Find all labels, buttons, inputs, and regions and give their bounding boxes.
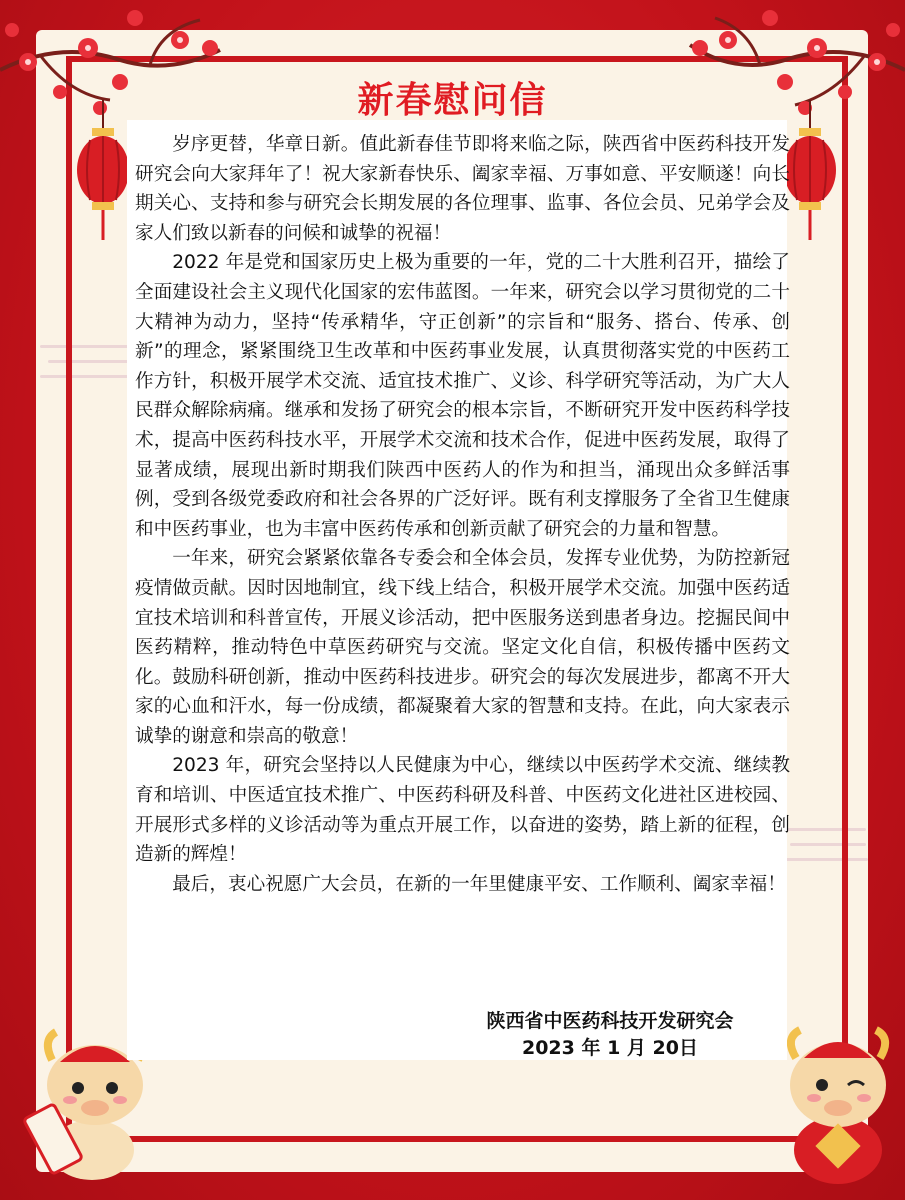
paragraph-greeting: 岁序更替，华章日新。值此新春佳节即将来临之际，陕西省中医药科技开发研究会向大家拜年了！祝大家新春快乐、阖家幸福、万事如意、平安顺遂！向长期关心、支持和参与研究会长期发展的各位理事、监事、各位会员、兄弟学会及家人们致以新春的问候和诚挚的祝福！ bbox=[135, 134, 790, 244]
paragraph-year-work: 一年来，研究会紧紧依靠各专委会和全体会员，发挥专业优势，为防控新冠疫情做贡献。因时因地制宜，线下线上结合，积极开展学术交流。加强中医药适宜技术培训和科普宣传，开展义诊活动，把中医服务送到患者身边。挖掘民间中医药精粹，推动特色中草医药研究与交流。坚定文化自信，积极传播中医药文化。鼓励科研创新，推动中医药科技进步。研究会的每次发展进步，都离不开大家的心血和汗水，每一份成绩，都凝聚着大家的智慧和支持。在此，向大家表示诚挚的谢意和崇高的敬意！ bbox=[135, 548, 790, 747]
signature-organization: 陕西省中医药科技开发研究会 bbox=[486, 1010, 734, 1032]
paragraph-2023-plan: 2023 年，研究会坚持以人民健康为中心，继续以中医药学术交流、继续教育和培训、中医适宜技术推广、中医药科研及科普、中医药文化进社区进校园、开展形式多样的义诊活动等为重点开展工作，以奋进的姿势，踏上新的征程，创造新的辉煌！ bbox=[135, 755, 790, 866]
paragraph-closing-wishes: 最后，衷心祝愿广大会员，在新的一年里健康平安、工作顺利、阖家幸福！ bbox=[172, 873, 786, 895]
letter-title: 新春慰问信 bbox=[357, 80, 548, 121]
letter-body bbox=[135, 130, 790, 899]
paragraph-2022-review: 2022 年是党和国家历史上极为重要的一年，党的二十大胜利召开，描绘了全面建设社会主义现代化国家的宏伟蓝图。一年来，研究会以学习贯彻党的二十大精神为动力，坚持“传承精华，守正创新”的宗旨和“服务、搭台、传承、创新”的理念，紧紧围绕卫生改革和中医药事业发展，认真贯彻落实党的中医药工作方针，积极开展学术交流、适宜技术推广、义诊、科学研究等活动，为广大人民群众解除病痛。继承和发扬了研究会的根本宗旨，不断研究开发中医药科学技术，提高中医药科技水平，开展学术交流和技术合作，促进中医药发展，取得了显著成绩，展现出新时期我们陕西中医药人的作为和担当，涌现出众多鲜活事例，受到各级党委政府和社会各界的广泛好评。既有利支撑服务了全省卫生健康和中医药事业，也为丰富中医药传承和创新贡献了研究会的力量和智慧。 bbox=[135, 252, 790, 540]
ox-mascot-left-icon bbox=[23, 1032, 143, 1180]
ox-mascot-right-icon bbox=[790, 1030, 886, 1184]
signature-date: 2023 年 1 月 20日 bbox=[521, 1037, 698, 1059]
